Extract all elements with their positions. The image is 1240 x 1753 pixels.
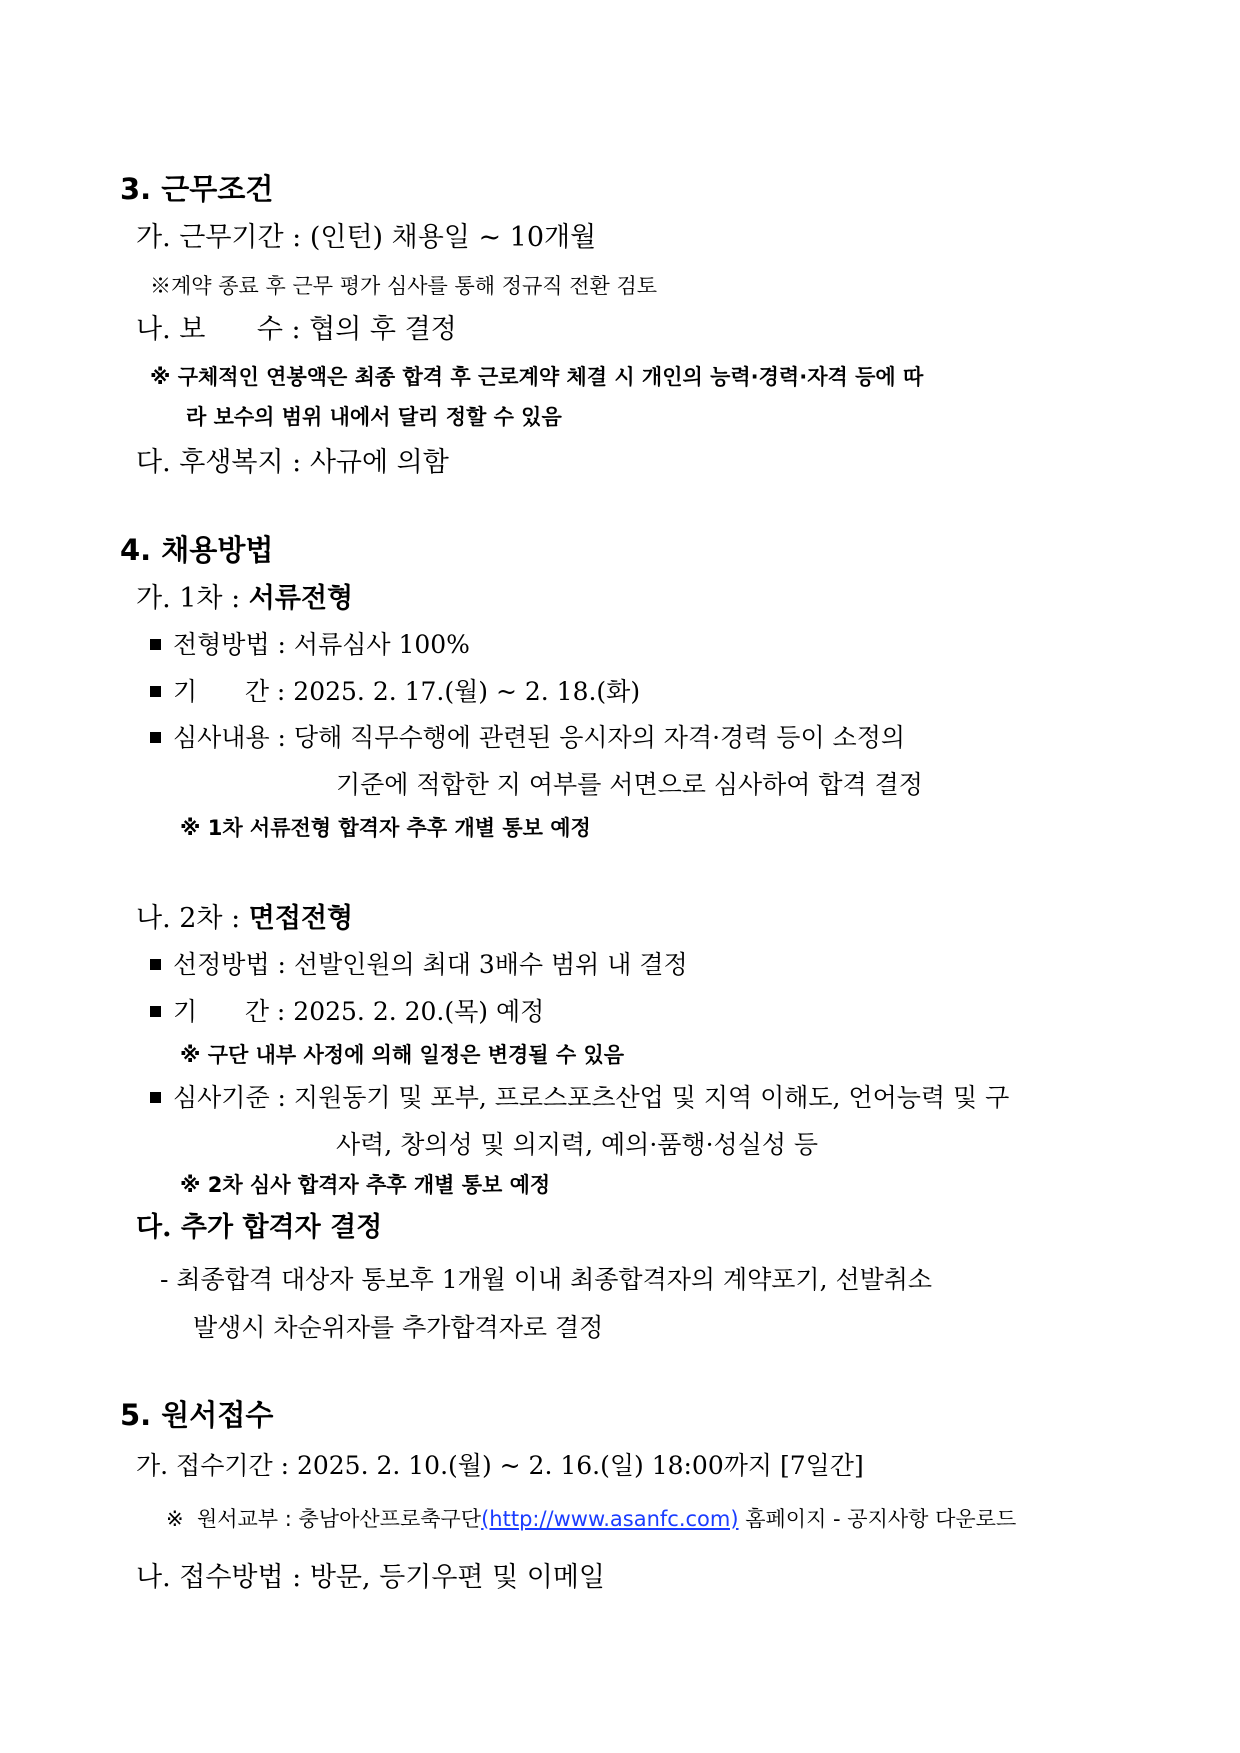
stage-1-content-cont: 기준에 적합한 지 여부를 서면으로 심사하여 합격 결정: [336, 770, 923, 799]
stage-1-content-text: 심사내용 : 당해 직무수행에 관련된 응시자의 자격·경력 등이 소정의: [173, 723, 905, 752]
application-form-note-prefix: ※ 원서교부 : 충남아산프로축구단: [166, 1507, 482, 1531]
stage-1-method-text: 전형방법 : 서류심사 100%: [173, 630, 470, 659]
stage-2-period-label: 기 간: [173, 997, 269, 1026]
stage-2-period-note: ※ 구단 내부 사정에 의해 일정은 변경될 수 있음: [180, 1043, 625, 1067]
salary: [136, 314, 457, 346]
additional-pass-line-1: - 최종합격 대상자 통보후 1개월 이내 최종합격자의 계약포기, 선발취소: [160, 1265, 933, 1294]
bullet-square-icon: [150, 1092, 161, 1103]
section-5-title: 5. 원서접수: [120, 1398, 274, 1432]
stage-1-heading: [136, 583, 353, 615]
application-form-note: [166, 1507, 1016, 1532]
welfare: 다. 후생복지 : 사규에 의함: [136, 447, 449, 478]
stage-1-note: ※ 1차 서류전형 합격자 추후 개별 통보 예정: [180, 816, 591, 840]
application-method: 나. 접수방법 : 방문, 등기우편 및 이메일: [136, 1562, 605, 1593]
stage-2-criteria-text: 심사기준 : 지원동기 및 포부, 프로스포츠산업 및 지역 이해도, 언어능력 및 구: [173, 1083, 1010, 1112]
work-period: 가. 근무기간 : (인턴) 채용일 ~ 10개월: [136, 222, 597, 253]
bullet-square-icon: [150, 639, 161, 650]
stage-1-period: [150, 677, 640, 707]
section-3-title: 3. 근무조건: [120, 172, 274, 206]
salary-value: : 협의 후 결정: [282, 314, 457, 345]
stage-2-prefix: 나. 2차 :: [136, 903, 249, 934]
stage-1-period-value: : 2025. 2. 17.(월) ~ 2. 18.(화): [268, 677, 641, 706]
bullet-square-icon: [150, 959, 161, 970]
stage-2-period: [150, 997, 544, 1027]
stage-1-prefix: 가. 1차 :: [136, 583, 249, 614]
stage-2-criteria-cont: 사력, 창의성 및 의지력, 예의·품행·성실성 등: [336, 1130, 819, 1159]
stage-2-title: 면접전형: [248, 903, 354, 934]
bullet-square-icon: [150, 1006, 161, 1017]
additional-pass-line-2: 발생시 차순위자를 추가합격자로 결정: [193, 1313, 604, 1342]
stage-1-content: [150, 723, 905, 753]
salary-note-line-1: ※ 구체적인 연봉액은 최종 합격 후 근로계약 체결 시 개인의 능력·경력·자격 등에 따: [150, 365, 924, 389]
application-form-note-suffix: 홈페이지 - 공지사항 다운로드: [738, 1507, 1017, 1531]
stage-2-method-text: 선정방법 : 선발인원의 최대 3배수 범위 내 결정: [173, 950, 688, 979]
stage-2-period-value: : 2025. 2. 20.(목) 예정: [268, 997, 545, 1026]
stage-2-criteria: [150, 1083, 1009, 1113]
stage-2-method: [150, 950, 688, 980]
asanfc-homepage-link[interactable]: (http://www.asanfc.com): [481, 1507, 739, 1531]
section-4-title: 4. 채용방법: [120, 533, 274, 567]
bullet-square-icon: [150, 686, 161, 697]
salary-note-line-2: 라 보수의 범위 내에서 달리 정할 수 있음: [186, 405, 562, 429]
stage-2-heading: [136, 903, 353, 935]
application-period: 가. 접수기간 : 2025. 2. 10.(월) ~ 2. 16.(일) 18:00까지 [7일간]: [136, 1451, 864, 1480]
stage-1-method: [150, 630, 470, 660]
stage-1-period-label: 기 간: [173, 677, 269, 706]
bullet-square-icon: [150, 732, 161, 743]
stage-2-note: ※ 2차 심사 합격자 추후 개별 통보 예정: [180, 1173, 551, 1197]
stage-1-title: 서류전형: [248, 583, 354, 614]
salary-label: 나. 보 수: [136, 314, 283, 345]
work-period-note: ※계약 종료 후 근무 평가 심사를 통해 정규직 전환 검토: [150, 274, 658, 298]
additional-pass-heading: 다. 추가 합격자 결정: [136, 1212, 383, 1243]
